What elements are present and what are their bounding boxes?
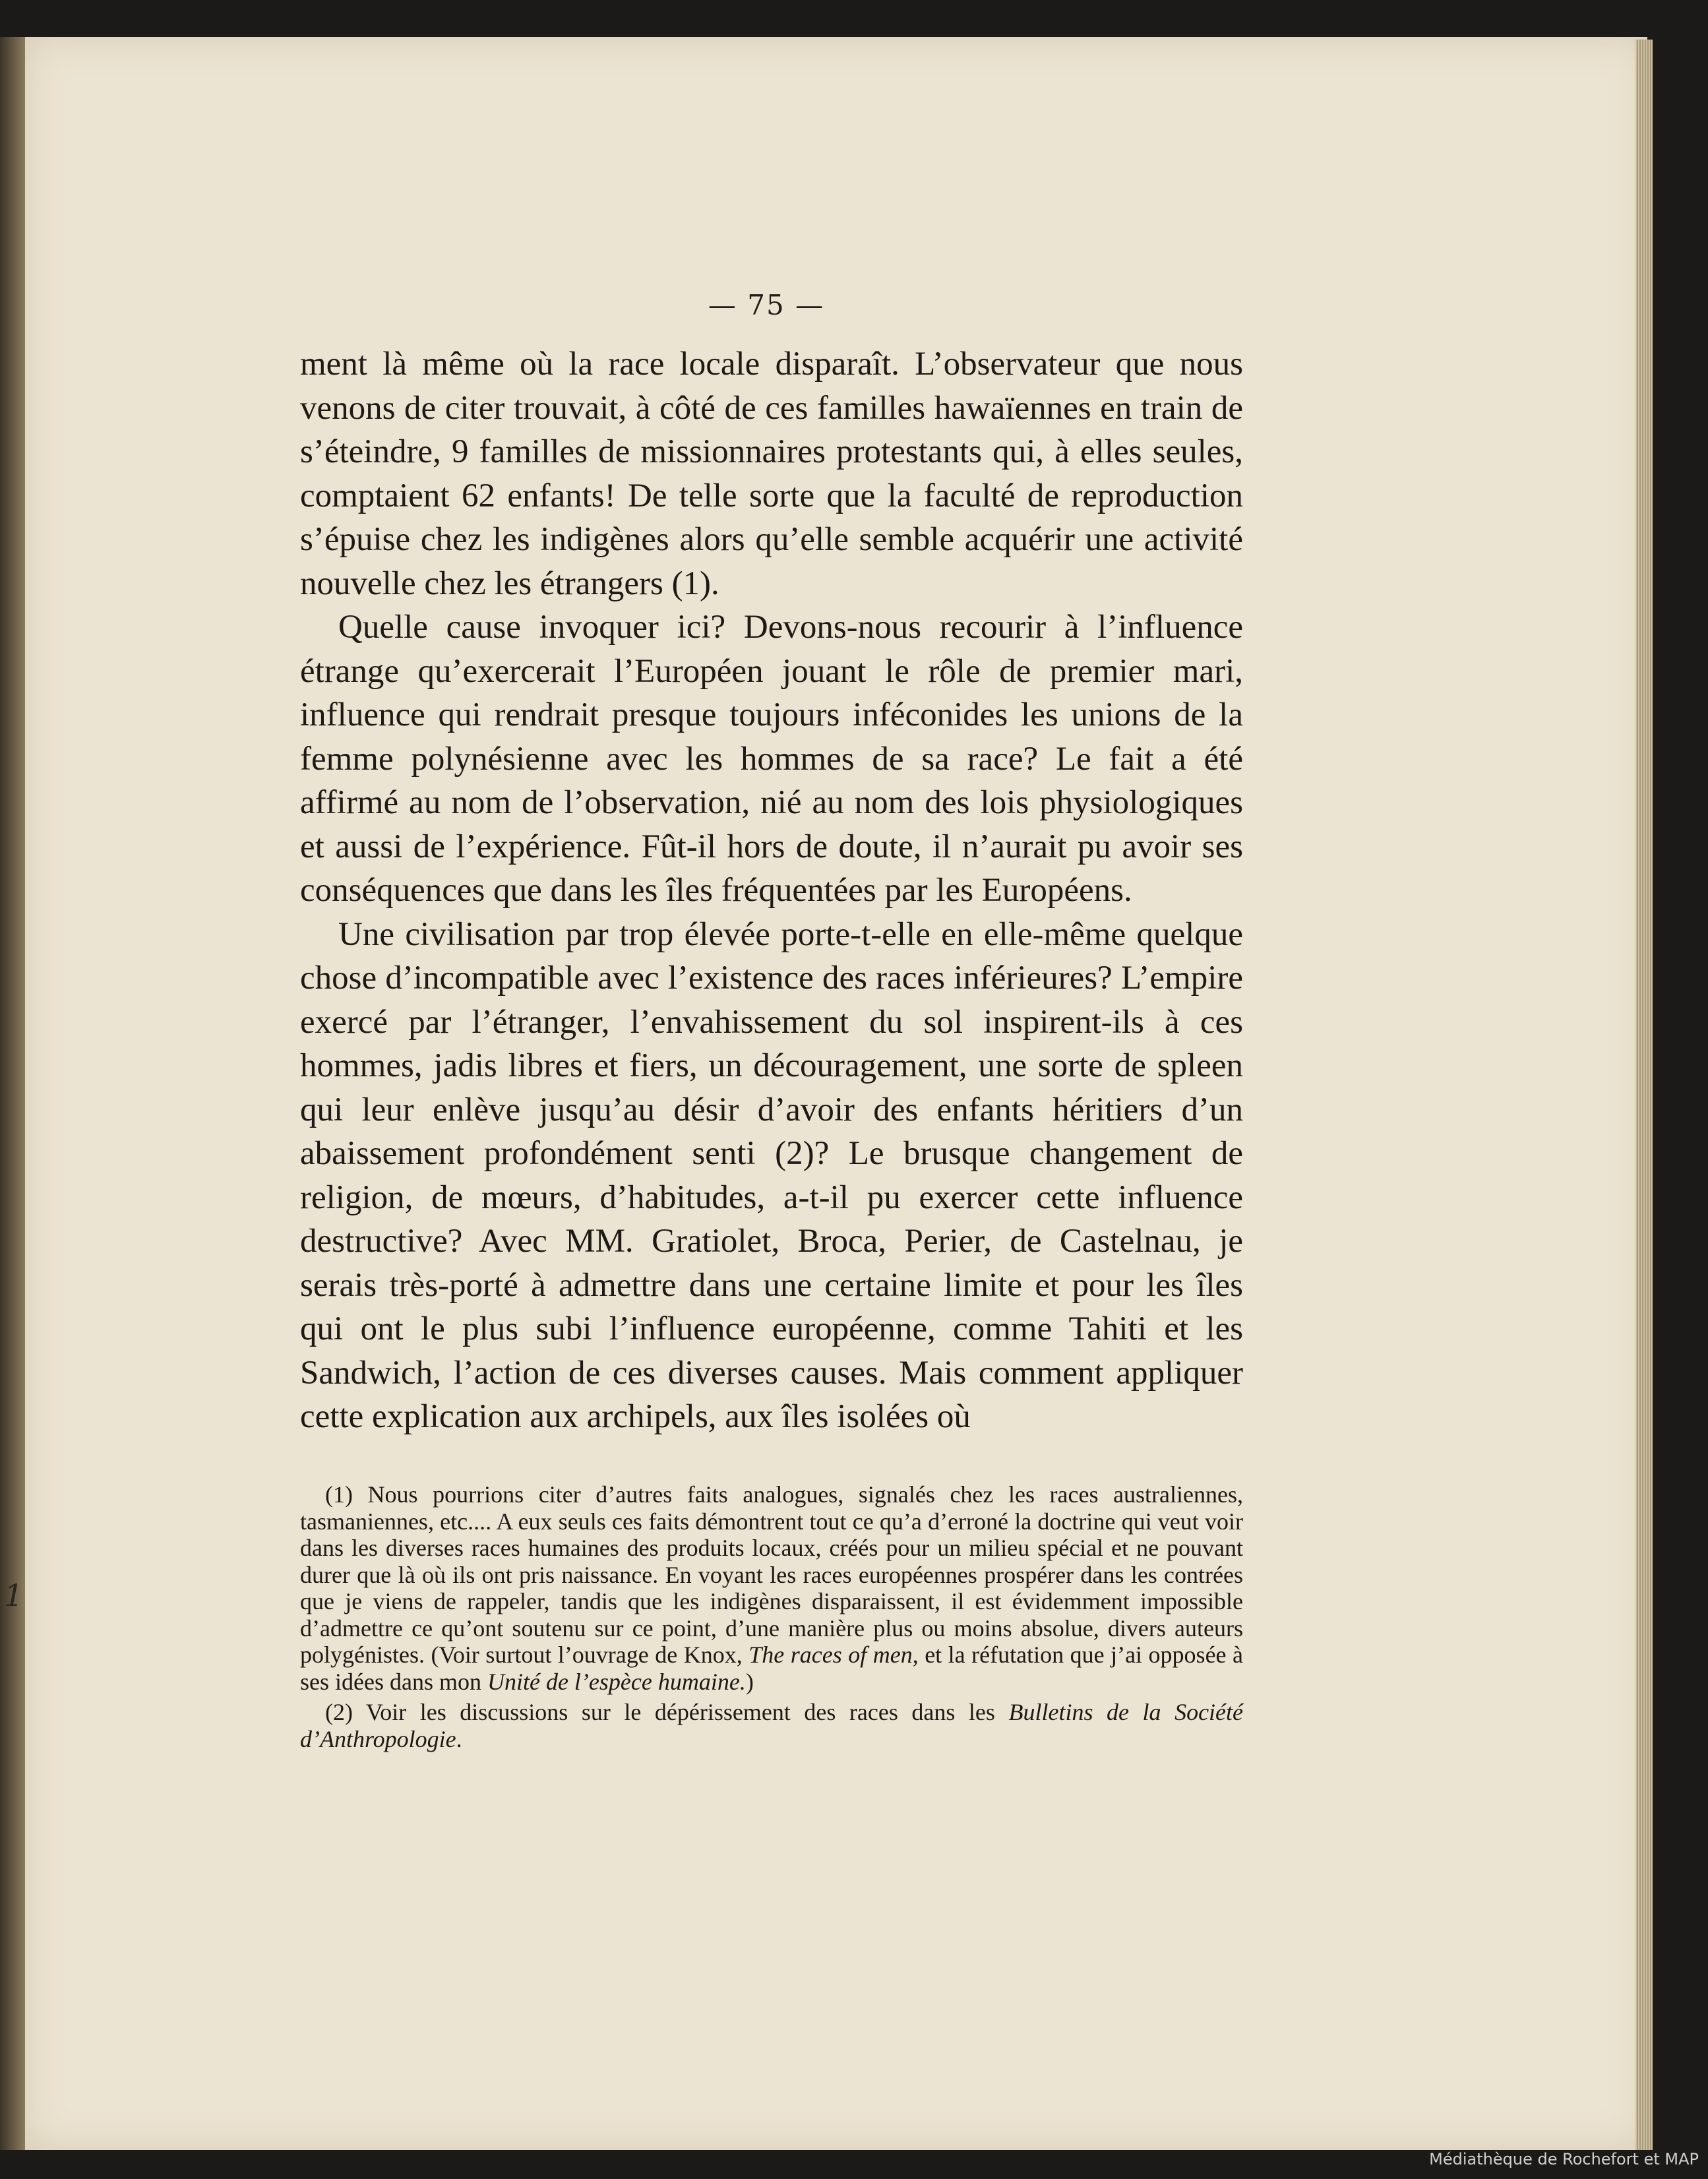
paragraph: ment là même où la race locale disparaît. L’observateur que nous venons de citer trouvait, à côté de ces familles hawaïennes en train de s’éteindre, 9 familles de missionnaires protestants qui, à elles seules, comptaient 62 enfants! De telle sorte que la faculté de reproduction s’épuise chez les indigènes alors qu’elle semble acquérir une activité nouvelle chez les étrangers (1). — [300, 346, 1243, 602]
paragraph: Une civilisation par trop élevée porte-t-elle en elle-même quelque chose d’incompatible avec l’existence des races inférieures? L’empire exercé par l’étranger, l’envahissement du sol inspirent-ils à ces hommes, jadis libres et fiers, un découragement, une sorte de spleen qui leur enlève jusqu’au désir d’avoir des enfants héritiers d’un abaissement profondément senti (2)? Le brusque changement de religion, de mœurs, d’habitudes, a-t-il pu exercer cette influence destructive? Avec MM. Gratiolet, Broca, Perier, de Castelnau, je serais très-porté à admettre dans une certaine limite et pour les îles qui ont le plus subi l’influence européenne, comme Tahiti et les Sandwich, l’action de ces diverses causes. Mais comment appliquer cette explication aux archipels, aux îles isolées où — [300, 915, 1243, 1435]
footnote-1: (1) Nous pourrions citer d’autres faits analogues, signalés chez les races australiennes, tasmaniennes, etc.... A eux seuls ces faits démontrent tout ce qu’a d’erroné la doctrine qui veut voir dans les diverses races humaines des produits locaux, créés pour un milieu spécial et ne pouvant durer que là où ils ont pris naissance. En voyant les races européennes prospérer dans les contrées que je viens de rappeler, tandis que les indigènes disparaissent, il est évidemment impossible d’admettre ce qu’ont soutenu sur ce point, d’une manière plus ou moins absolue, divers auteurs polygénistes. (Voir surtout l’ouvrage de Knox, The races of men, et la réfutation que j’ai opposée à ses idées dans mon Unité de l’espèce humaine.) — [300, 1481, 1243, 1695]
book-title: The races of men — [748, 1642, 913, 1668]
main-text — [300, 342, 1243, 1439]
page-number: — 75 — — [708, 289, 825, 321]
journal-title: Bulletins de la Société d’Anthropologie — [300, 1699, 1244, 1752]
footnote-2: (2) Voir les discussions sur le dépérissement des races dans les Bulletins de la Société d’Anthropologie. — [300, 1699, 1244, 1752]
margin-annotation: 1 — [4, 1578, 24, 1613]
book-gutter — [0, 37, 25, 2150]
page-edges — [1635, 40, 1653, 2150]
footnotes — [300, 1481, 1243, 1752]
book-title: Unité de l’espèce humaine. — [487, 1668, 746, 1695]
paragraph: Quelle cause invoquer ici? Devons-nous recourir à l’influence étrange qu’exercerait l’Européen jouant le rôle de premier mari, influence qui rendrait presque toujours inféconides les unions de la femme polynésienne avec les hommes de sa race? Le fait a été affirmé au nom de l’observation, nié au nom des lois physiologiques et aussi de l’expérience. Fût-il hors de doute, il n’aurait pu avoir ses conséquences que dans les îles fréquentées par les Européens. — [300, 609, 1243, 909]
image-credit: Médiathèque de Rochefort et MAP — [1429, 2150, 1699, 2168]
